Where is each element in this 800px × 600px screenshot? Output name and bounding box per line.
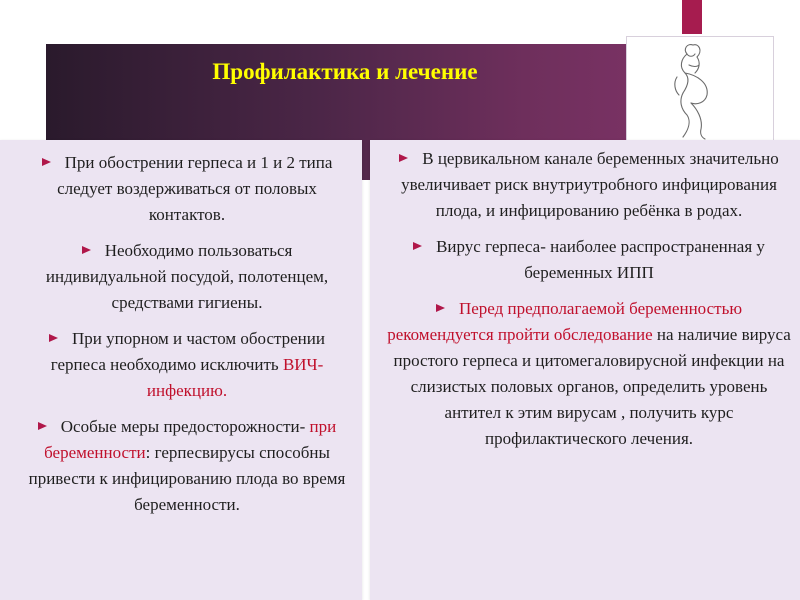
bullet-text: Особые меры предосторожности- [60,417,310,436]
list-item [382,234,796,286]
list-item [382,146,796,224]
right-panel [370,140,800,600]
list-item [26,238,348,316]
bullet-text: При упорном и частом обострении герпеса необходимо исключить [50,329,325,374]
bullet-arrow-icon [399,154,408,162]
bullet-highlight: при беременности [44,417,337,462]
slide-title: Профилактика и лечение [212,59,478,84]
list-item [26,326,348,404]
bullet-text: При обострении герпеса и 1 и 2 типа следует воздерживаться от половых контактов. [57,153,333,224]
bullet-text: : герпесвирусы способны привести к инфицированию плода во время беременности. [28,443,346,514]
figure-panel [626,36,774,142]
bullet-arrow-icon [49,334,58,342]
pregnant-woman-sketch-icon [627,37,773,141]
bullet-arrow-icon [42,158,51,166]
left-panel [0,140,362,600]
bullet-arrow-icon [436,304,445,312]
bullet-text: В цервикальном канале беременных значительно увеличивает риск внутриутробного инфицирования плода, и инфицированию ребёнка в родах. [401,149,779,220]
bullet-arrow-icon [38,422,47,430]
accent-bar [682,0,702,34]
bullet-arrow-icon [413,242,422,250]
bullet-text: Необходимо пользоваться индивидуальной посудой, полотенцем, средствами гигиены. [45,241,329,312]
list-item [26,150,348,228]
bullet-arrow-icon [82,246,91,254]
list-item [382,296,796,452]
bullet-text: Вирус герпеса- наиболее распространенная у беременных ИПП [436,237,765,282]
right-bullet-list [370,140,800,452]
left-bullet-list [0,140,362,518]
list-item [26,414,348,518]
bullet-highlight: Перед предполагаемой беременностью рекомендуется пройти обследование [387,299,743,344]
bullet-text: на наличие вируса простого герпеса и цитомегаловирусной инфекции на слизистых половых органов, определить уровень антител к этим вирусам , получить курс профилактического лечения. [393,325,791,448]
bullet-highlight: ВИЧ-инфекцию. [146,355,324,400]
